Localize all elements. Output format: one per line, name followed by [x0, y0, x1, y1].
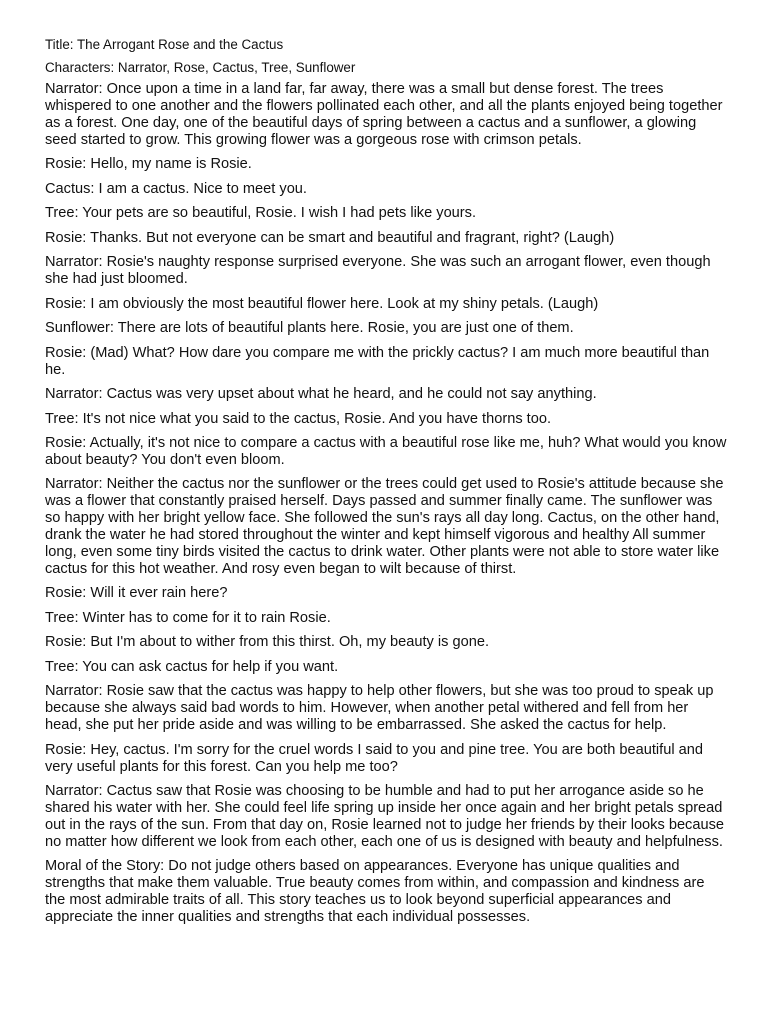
paragraph-tree-winter: Tree: Winter has to come for it to rain Rosie. [45, 609, 331, 626]
document-title: Title: The Arrogant Rose and the Cactus [45, 37, 284, 52]
paragraph-rosie-rain: Rosie: Will it ever rain here? [45, 585, 228, 602]
paragraph-sunflower-reply: Sunflower: There are lots of beautiful plants here. Rosie, you are just one of them. [45, 320, 574, 337]
paragraph-rosie-thanks: Rosie: Thanks. But not everyone can be smart and beautiful and fragrant, right? (Laugh) [45, 229, 615, 246]
paragraph-tree-ask-cactus: Tree: You can ask cactus for help if you want. [45, 658, 339, 675]
paragraph-moral: Moral of the Story: Do not judge others based on appearances. Everyone has unique qualities and strengths that make them valuable. True beauty comes from within, and compassion and kindness are the most admirable traits of all. This story teaches us to look beyond superficial appearances and appreciate the inner qualities and strengths that each individual possesses. [45, 858, 705, 926]
paragraph-tree-thorns: Tree: It's not nice what you said to the cactus, Rosie. And you have thorns too. [45, 410, 552, 427]
characters-line: Characters: Narrator, Rose, Cactus, Tree, Sunflower [45, 60, 356, 75]
paragraph-rosie-wither: Rosie: But I'm about to wither from this thirst. Oh, my beauty is gone. [45, 634, 490, 651]
paragraph-tree-compliment: Tree: Your pets are so beautiful, Rosie. I wish I had pets like yours. [45, 205, 477, 222]
paragraph-narrator-arrogant: Narrator: Rosie's naughty response surprised everyone. She was such an arrogant flower, even though she had just bloomed. [45, 254, 711, 288]
paragraph-narrator-intro: Narrator: Once upon a time in a land far, far away, there was a small but dense forest. The trees whispered to one another and the flowers pollinated each other, and all the plants enjoyed being together as a forest. One day, one of the beautiful days of spring between a cactus and a sunflower, a glowing seed started to grow. This growing flower was a gorgeous rose with crimson petals. [45, 81, 723, 148]
paragraph-cactus-intro: Cactus: I am a cactus. Nice to meet you. [45, 180, 307, 197]
paragraph-rosie-mad: Rosie: (Mad) What? How dare you compare me with the prickly cactus? I am much more beautiful than he. [45, 344, 710, 378]
paragraph-narrator-proud: Narrator: Rosie saw that the cactus was happy to help other flowers, but she was too proud to speak up because she always said bad words to him. However, when another petal withered and fell from her head, she put her pride aside and was willing to be embarrassed. She asked the cactus for help. [45, 683, 714, 734]
paragraph-rosie-actually: Rosie: Actually, it's not nice to compare a cactus with a beautiful rose like me, huh? What would you know about beauty? You don't even bloom. [45, 435, 727, 468]
paragraph-narrator-summer: Narrator: Neither the cactus nor the sunflower or the trees could get used to Rosie's attitude because she was a flower that constantly praised herself. Days passed and summer finally came. The sunflower was so happy with her bright yellow face. She followed the sun's rays all day long. Cactus, on the other hand, drank the water he had stored throughout the winter and kept himself vigorous and healthy All summer long, even some tiny birds visited the cactus to drink water. Other plants were not able to store water like cactus for this hot weather. And rosy even began to wilt because of thirst. [45, 476, 724, 577]
paragraph-rosie-beautiful: Rosie: I am obviously the most beautiful flower here. Look at my shiny petals. (Laugh) [45, 295, 599, 312]
paragraph-rosie-sorry: Rosie: Hey, cactus. I'm sorry for the cruel words I said to you and pine tree. You are both beautiful and very useful plants for this forest. Can you help me too? [45, 741, 703, 775]
paragraph-rosie-hello: Rosie: Hello, my name is Rosie. [45, 156, 252, 173]
paragraph-narrator-humble: Narrator: Cactus saw that Rosie was choosing to be humble and had to put her arrogance aside so he shared his water with her. She could feel life spring up inside her once again and her bright petals spread out in the rays of the sun. From that day on, Rosie learned not to judge her friends by their looks because no matter how different we look from each other, each one of us is designed with beauty and helpfulness. [45, 783, 725, 850]
paragraph-narrator-upset: Narrator: Cactus was very upset about what he heard, and he could not say anything. [45, 386, 597, 403]
